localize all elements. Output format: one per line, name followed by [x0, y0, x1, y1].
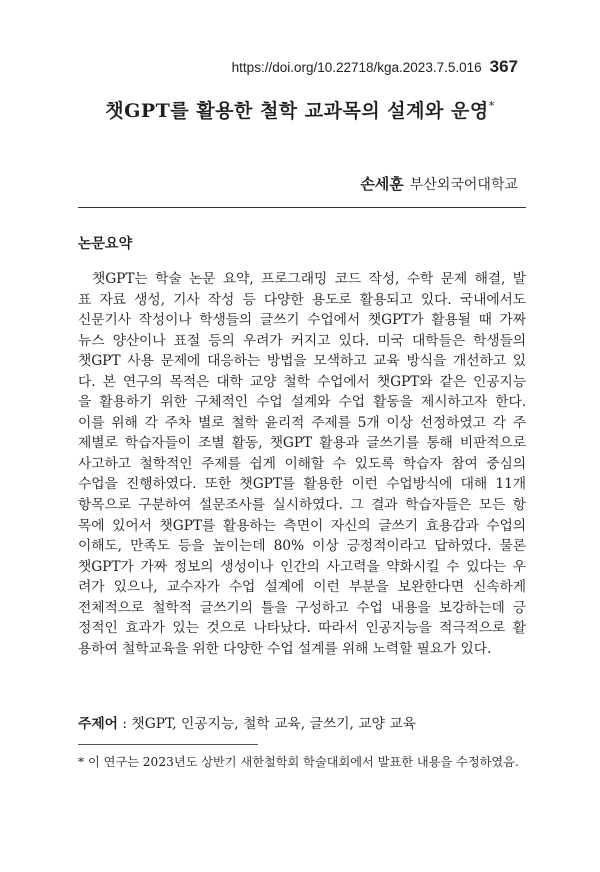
- abstract-line: 을 활용하기 위한 구체적인 수업 설계와 수업 활동을 제시하고자 한다.: [78, 394, 526, 411]
- abstract-line: 뉴스 양산이나 표절 등의 우려가 커지고 있다. 미국 대학들은 학생들의: [78, 332, 526, 349]
- abstract-line: 사고하고 철학적인 주제를 쉽게 이해할 수 있도록 학습자 참여 중심의: [78, 455, 526, 472]
- abstract-line: 수업을 진행하였다. 또한 챗GPT를 활용한 이런 수업방식에 대해 11개: [78, 476, 526, 493]
- abstract-line: 다. 본 연구의 목적은 대학 교양 철학 수업에서 챗GPT와 같은 인공지능: [78, 373, 526, 390]
- author-name: 손세훈: [360, 175, 404, 193]
- footnote-divider: [78, 744, 258, 745]
- page-header: [232, 57, 518, 77]
- keywords-text: 챗GPT, 인공지능, 철학 교육, 글쓰기, 교양 교육: [131, 716, 416, 732]
- doi-link[interactable]: https://doi.org/10.22718/kga.2023.7.5.016: [231, 60, 482, 75]
- divider: [78, 207, 526, 208]
- abstract-line: 이해도, 만족도 등을 높이는데 80% 이상 긍정적이라고 답하였다. 물론: [78, 538, 526, 555]
- title-text: 챗GPT를 활용한 철학 교과목의 설계와 운영: [105, 100, 489, 122]
- abstract-line: 항목으로 구분하여 설문조사를 실시하였다. 그 결과 학습자들은 모든 항: [78, 497, 526, 514]
- abstract-line: 챗GPT는 학술 논문 요약, 프로그래밍 코드 작성, 수학 문제 해결, 발: [92, 271, 526, 287]
- keywords-label: 주제어: [78, 716, 118, 732]
- abstract-body: [78, 269, 526, 659]
- keywords-separator: :: [117, 716, 132, 732]
- abstract-line: 표 자료 생성, 기사 작성 등 다양한 용도로 활용되고 있다. 국내에서도: [78, 291, 526, 308]
- footnote: * 이 연구는 2023년도 상반기 새한철학회 학술대회에서 발표한 내용을 수정하였음.: [78, 755, 519, 769]
- author-line: [360, 173, 518, 194]
- abstract-line: 목에 있어서 챗GPT를 활용하는 측면이 자신의 글쓰기 효용감과 수업의: [78, 517, 526, 534]
- title-footnote-mark: *: [488, 99, 495, 113]
- abstract-line: 려가 있으나, 교수자가 수업 설계에 이런 부분을 보완한다면 신속하게: [78, 579, 526, 596]
- abstract-line: 용하여 철학교육을 위한 다양한 수업 설계를 위해 노력할 필요가 있다.: [78, 640, 492, 657]
- abstract-line: 정적인 효과가 있는 것으로 나타났다. 따라서 인공지능을 적극적으로 활: [78, 620, 526, 637]
- abstract-line: 제별로 학습자들이 조별 활동, 챗GPT 활용과 글쓰기를 통해 비판적으로: [78, 435, 526, 452]
- keywords-line: [78, 712, 416, 732]
- abstract-line: 전체적으로 철학적 글쓰기의 틀을 구성하고 수업 내용을 보강하는데 긍: [78, 599, 526, 616]
- paper-title: [0, 96, 600, 123]
- author-affiliation: 부산외국어대학교: [409, 177, 518, 193]
- abstract-line: 챗GPT가 가짜 정보의 생성이나 인간의 사고력을 약화시킬 수 있다는 우: [78, 558, 526, 575]
- abstract-line: 이를 위해 각 주차 별로 철학 윤리적 주제를 5개 이상 선정하였고 각 주: [78, 414, 526, 431]
- abstract-line: 신문기사 작성이나 학생들의 글쓰기 수업에서 챗GPT가 활용될 때 가짜: [78, 312, 526, 329]
- abstract-line: 챗GPT 사용 문제에 대응하는 방법을 모색하고 교육 방식을 개선하고 있: [78, 353, 526, 370]
- page-number: 367: [489, 57, 518, 76]
- abstract-heading: 논문요약: [78, 236, 133, 252]
